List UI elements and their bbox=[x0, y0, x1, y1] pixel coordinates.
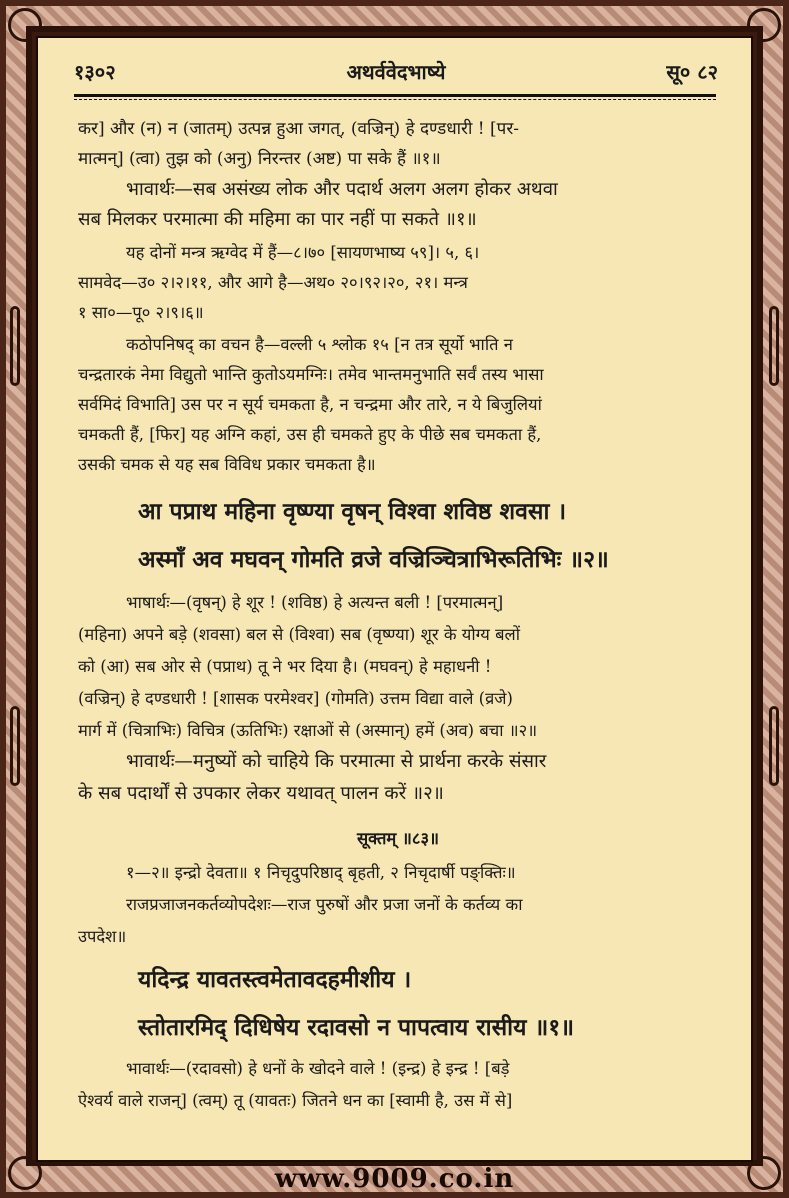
book-title: अथर्ववेदभाष्ये bbox=[346, 60, 446, 84]
text-line: कठोपनिषद् का वचन है—वल्ली ५ श्लोक १५ [न तत्र सूर्यो भाति न bbox=[126, 335, 513, 354]
text-line: यह दोनों मन्त्र ऋग्वेद में हैं—८।७० [सायणभाष्य ५९]। ५, ६। bbox=[126, 243, 480, 262]
mantra-line: स्तोतारमिद् दिधिषेय रदावसो न पापत्वाय रासीय ॥१॥ bbox=[138, 1014, 574, 1041]
text-line: सर्वमिदं विभाति] उस पर न सूर्य चमकता है, न चन्द्रमा और तारे, न ये बिजुलियां bbox=[78, 395, 542, 414]
text-line: (वज्रिन्) हे दण्डधारी ! [शासक परमेश्वर] (गोमति) उत्तम विद्या वाले (व्रजे) bbox=[78, 689, 513, 708]
frame-scroll-icon bbox=[10, 306, 20, 386]
text-line: को (आ) सब ओर से (पप्राथ) तू ने भर दिया है। (मघवन्) हे महाधनी ! bbox=[78, 657, 492, 676]
frame-scroll-icon bbox=[769, 306, 779, 386]
text-line: उसकी चमक से यह सब विविध प्रकार चमकता है॥ bbox=[78, 455, 376, 474]
mantra-line: आ पप्राथ महिना वृष्ण्या वृषन् विश्वा शविष्ठ शवसा । bbox=[138, 498, 567, 525]
text-line: भावार्थः—सब असंख्य लोक और पदार्थ अलग अलग होकर अथवा bbox=[126, 179, 558, 200]
text-line: सब मिलकर परमात्मा की महिमा का पार नहीं पा सकते ॥१॥ bbox=[78, 209, 477, 230]
text-line: ऐश्वर्य वाले राजन्] (त्वम्) तू (यावतः) जितने धन का [स्वामी है, उस में से] bbox=[78, 1091, 513, 1110]
frame-scroll-icon bbox=[769, 706, 779, 786]
site-watermark: www.9009.co.in bbox=[274, 1164, 515, 1194]
text-line: भावार्थः—मनुष्यों को चाहिये कि परमात्मा से प्रार्थना करके संसार bbox=[126, 751, 547, 772]
text-line: कर] और (न) न (जातम्) उत्पन्न हुआ जगत्, (वज्रिन्) हे दण्डधारी ! [पर- bbox=[78, 119, 520, 139]
text-line: भाषार्थः—(वृषन्) हे शूर ! (शविष्ठ) हे अत्यन्त बली ! [परमात्मन्] bbox=[126, 593, 504, 612]
page-number: १३०२ bbox=[74, 60, 116, 84]
mantra-line: यदिन्द्र यावतस्त्वमेतावदहमीशीय । bbox=[138, 966, 412, 993]
text-line: के सब पदार्थों से उपकार लेकर यथावत् पालन करें ॥२॥ bbox=[78, 783, 444, 804]
sukta-reference: सू० ८२ bbox=[666, 60, 718, 84]
text-line: राजप्रजाजनकर्तव्योपदेशः—राज पुरुषों और प्रजा जनों के कर्तव्य का bbox=[126, 895, 523, 914]
text-line: (महिना) अपने बड़े (शवसा) बल से (विश्वा) सब (वृष्ण्या) शूर के योग्य बलों bbox=[78, 625, 520, 644]
text-line: चमकती हैं, [फिर] यह अग्नि कहां, उस ही चमकते हुए के पीछे सब चमकता हैं, bbox=[78, 425, 542, 444]
text-line: १ सा०—पू० २।९।६॥ bbox=[78, 303, 204, 322]
text-line: चन्द्रतारकं नेमा विद्युतो भान्ति कुतोऽयमग्निः। तमेव भान्तमनुभाति सर्वं तस्य भासा bbox=[78, 365, 544, 384]
mantra-line: अस्माँ अव मघवन् गोमति व्रजे वज्रिञ्चित्राभिरूतिभिः ॥२॥ bbox=[138, 546, 609, 573]
page-header bbox=[66, 58, 726, 88]
scanned-page bbox=[36, 36, 753, 1162]
text-line: १—२॥ इन्द्रो देवता॥ १ निचृदुपरिष्ठाद् बृहती, २ निचृदार्षी पङ्क्तिः॥ bbox=[126, 863, 516, 882]
text-line: सामवेद—उ० २।२।११, और आगे है—अथ० २०।९२।२०, २१। मन्त्र bbox=[78, 273, 468, 292]
text-line: भावार्थः—(रदावसो) हे धनों के खोदने वाले ! (इन्द्र) हे इन्द्र ! [बड़े bbox=[126, 1059, 510, 1078]
text-line: उपदेश॥ bbox=[78, 927, 127, 946]
frame-scroll-icon bbox=[10, 706, 20, 786]
sukta-heading: सूक्तम् ॥८३॥ bbox=[357, 829, 439, 848]
header-rule bbox=[74, 94, 716, 97]
text-line: मात्मन्] (त्वा) तुझ को (अनु) निरन्तर (अष्ट) पा सके हैं ॥१॥ bbox=[78, 149, 441, 169]
header-rule-dashed bbox=[74, 99, 716, 100]
text-line: मार्ग में (चित्राभिः) विचित्र (ऊतिभिः) रक्षाओं से (अस्मान्) हमें (अव) बचा ॥२॥ bbox=[78, 721, 538, 740]
